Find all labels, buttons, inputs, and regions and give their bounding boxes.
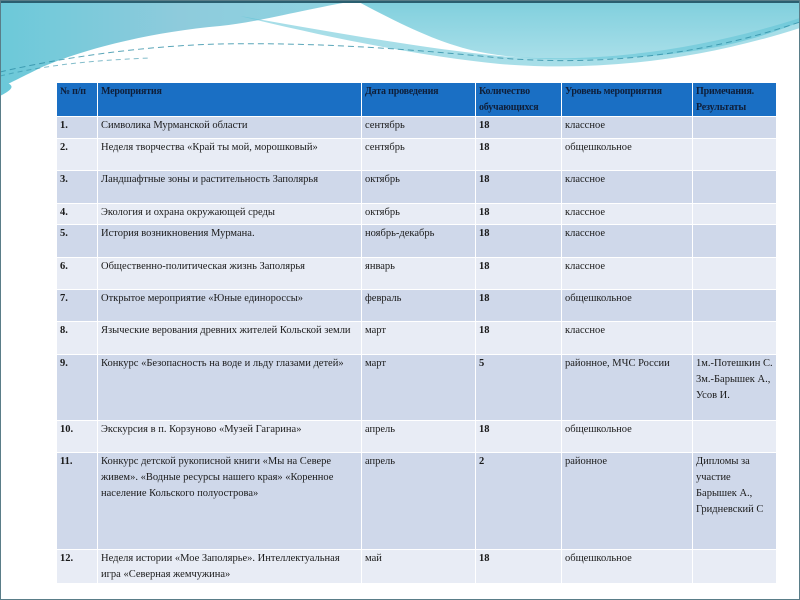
table-row <box>57 290 777 322</box>
cell-count: 18 <box>476 421 562 453</box>
cell-event: Символика Мурманской области <box>98 117 362 139</box>
table-header-row <box>57 83 777 117</box>
cell-notes <box>693 322 777 355</box>
cell-notes <box>693 139 777 171</box>
cell-number: 4. <box>57 204 98 225</box>
cell-event: Неделя истории «Мое Заполярье». Интеллектуальная игра «Северная жемчужина» <box>98 550 362 584</box>
cell-notes <box>693 171 777 204</box>
table-row <box>57 258 777 290</box>
cell-event: Языческие верования древних жителей Кольской земли <box>98 322 362 355</box>
header-date: Дата проведения <box>362 83 476 117</box>
cell-event: Конкурс детской рукописной книги «Мы на Севере живем». «Водные ресурсы нашего края» «Коренное население Кольского полуострова» <box>98 453 362 550</box>
cell-date: апрель <box>362 421 476 453</box>
cell-notes <box>693 225 777 258</box>
cell-level: районное, МЧС России <box>562 355 693 421</box>
cell-notes <box>693 290 777 322</box>
header-level: Уровень мероприятия <box>562 83 693 117</box>
cell-event: Конкурс «Безопасность на воде и льду глазами детей» <box>98 355 362 421</box>
cell-number: 12. <box>57 550 98 584</box>
table-row <box>57 322 777 355</box>
cell-date: октябрь <box>362 204 476 225</box>
cell-number: 9. <box>57 355 98 421</box>
table-row <box>57 550 777 584</box>
table-row <box>57 355 777 421</box>
events-table <box>56 82 777 584</box>
cell-level: классное <box>562 225 693 258</box>
table-row <box>57 204 777 225</box>
cell-number: 10. <box>57 421 98 453</box>
header-count: Количество обучающихся <box>476 83 562 117</box>
cell-level: классное <box>562 322 693 355</box>
header-number: № п/п <box>57 83 98 117</box>
cell-date: ноябрь-декабрь <box>362 225 476 258</box>
cell-count: 18 <box>476 550 562 584</box>
cell-level: классное <box>562 171 693 204</box>
cell-date: март <box>362 322 476 355</box>
cell-event: История возникновения Мурмана. <box>98 225 362 258</box>
cell-date: март <box>362 355 476 421</box>
table-row <box>57 225 777 258</box>
cell-level: классное <box>562 117 693 139</box>
cell-event: Экология и охрана окружающей среды <box>98 204 362 225</box>
cell-number: 2. <box>57 139 98 171</box>
cell-notes: Дипломы за участие Барышек А., Гридневский С <box>693 453 777 550</box>
cell-count: 18 <box>476 117 562 139</box>
events-table-container <box>56 82 776 584</box>
cell-event: Ландшафтные зоны и растительность Заполярья <box>98 171 362 204</box>
cell-level: классное <box>562 204 693 225</box>
cell-count: 18 <box>476 258 562 290</box>
cell-date: апрель <box>362 453 476 550</box>
cell-date: октябрь <box>362 171 476 204</box>
cell-event: Неделя творчества «Край ты мой, морошковый» <box>98 139 362 171</box>
cell-count: 18 <box>476 139 562 171</box>
cell-date: сентябрь <box>362 139 476 171</box>
table-row <box>57 117 777 139</box>
cell-notes <box>693 117 777 139</box>
cell-notes <box>693 204 777 225</box>
cell-date: сентябрь <box>362 117 476 139</box>
cell-number: 3. <box>57 171 98 204</box>
cell-notes <box>693 550 777 584</box>
cell-date: январь <box>362 258 476 290</box>
header-event: Мероприятия <box>98 83 362 117</box>
cell-count: 2 <box>476 453 562 550</box>
cell-notes <box>693 258 777 290</box>
cell-event: Экскурсия в п. Корзуново «Музей Гагарина» <box>98 421 362 453</box>
cell-level: общешкольное <box>562 290 693 322</box>
cell-number: 6. <box>57 258 98 290</box>
table-row <box>57 171 777 204</box>
cell-level: общешкольное <box>562 550 693 584</box>
cell-number: 1. <box>57 117 98 139</box>
cell-count: 5 <box>476 355 562 421</box>
cell-level: районное <box>562 453 693 550</box>
cell-number: 11. <box>57 453 98 550</box>
cell-date: май <box>362 550 476 584</box>
cell-count: 18 <box>476 225 562 258</box>
cell-count: 18 <box>476 290 562 322</box>
cell-level: классное <box>562 258 693 290</box>
cell-number: 8. <box>57 322 98 355</box>
top-border <box>0 0 800 3</box>
cell-count: 18 <box>476 322 562 355</box>
cell-notes: 1м.-Потешкин С. 3м.-Барышек А., Усов И. <box>693 355 777 421</box>
header-notes: Примечания. Результаты <box>693 83 777 117</box>
cell-notes <box>693 421 777 453</box>
cell-level: общешкольное <box>562 139 693 171</box>
cell-event: Открытое мероприятие «Юные единороссы» <box>98 290 362 322</box>
cell-event: Общественно-политическая жизнь Заполярья <box>98 258 362 290</box>
cell-count: 18 <box>476 171 562 204</box>
table-row <box>57 139 777 171</box>
table-row <box>57 453 777 550</box>
wave-left-shape <box>0 0 360 88</box>
cell-count: 18 <box>476 204 562 225</box>
table-row <box>57 421 777 453</box>
cell-date: февраль <box>362 290 476 322</box>
cell-number: 5. <box>57 225 98 258</box>
cell-number: 7. <box>57 290 98 322</box>
cell-level: общешкольное <box>562 421 693 453</box>
